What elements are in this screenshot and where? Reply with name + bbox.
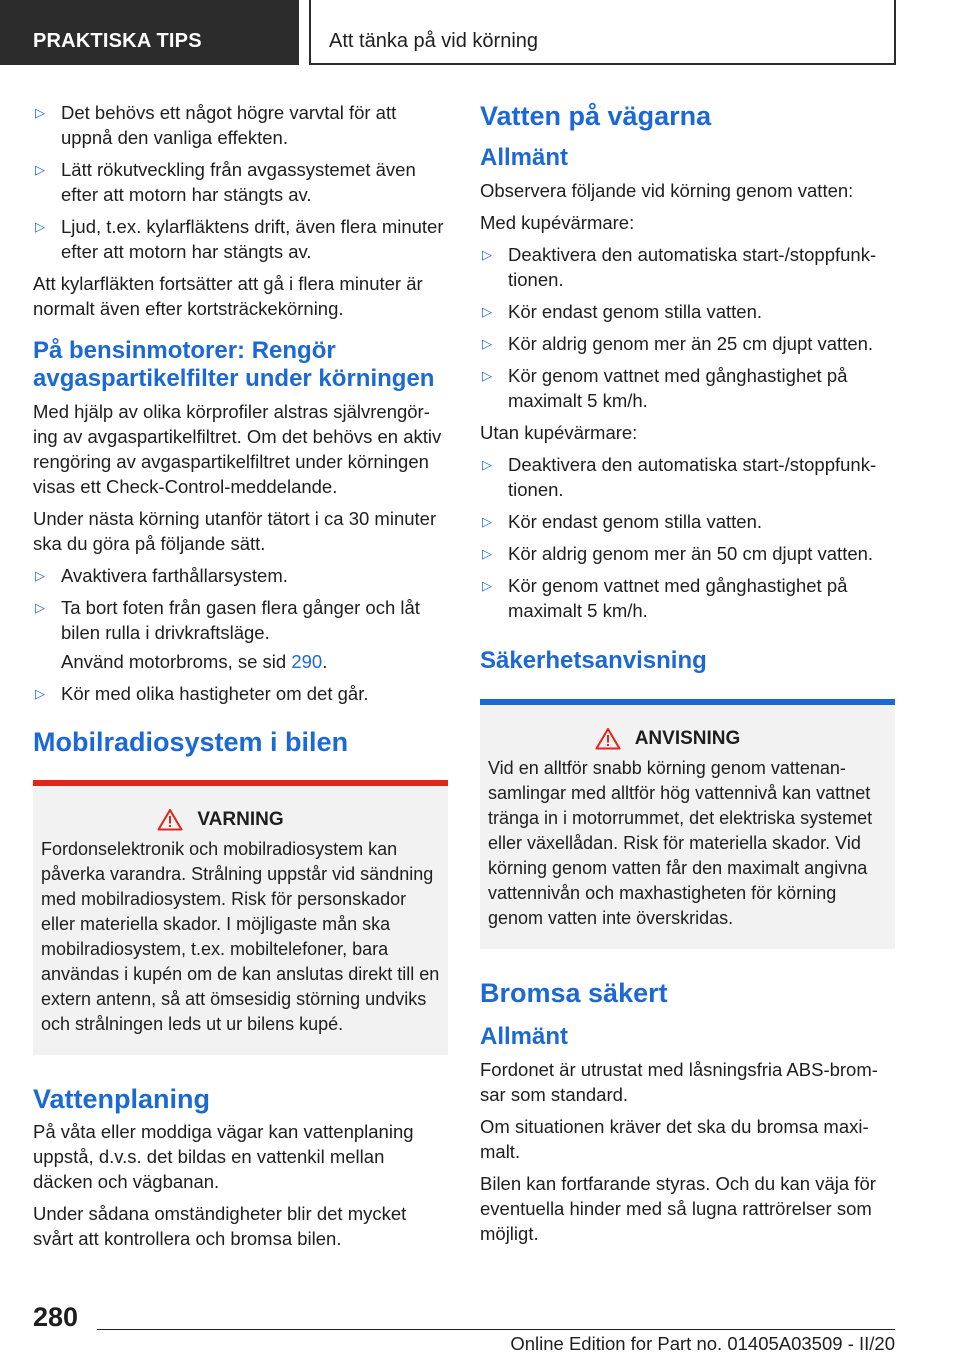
list-item: ▷ Lätt rökutveckling från avgassystemet även efter att motorn har stängts av. (35, 159, 416, 205)
med-bullet-list (480, 242, 895, 413)
footer-divider (97, 1329, 895, 1330)
right-column (480, 100, 895, 1253)
bullet-triangle-icon: ▷ (35, 219, 45, 234)
bullet-triangle-icon: ▷ (482, 578, 492, 593)
paragraph: Bilen kan fortfarande styras. Och du kan väja för eventuella hinder med så lugna rattrörelser som möjligt. (480, 1173, 876, 1244)
paragraph: Under sådana omständigheter blir det mycket svårt att kontrollera och bromsa bilen. (33, 1203, 407, 1249)
paragraph: Under nästa körning utanför tätort i ca 30 minuter ska du göra på följande sätt. (33, 508, 437, 554)
heading-bromsa: Bromsa säkert (480, 978, 668, 1008)
bullet-triangle-icon: ▷ (482, 304, 492, 319)
notice-title: ANVISNING (488, 727, 887, 750)
page-reference-link[interactable]: 290 (291, 651, 323, 672)
heading-allmant-2: Allmänt (480, 1023, 569, 1050)
section-tab (0, 0, 299, 65)
heading-vatten: Vatten på vägarna (480, 101, 712, 131)
list-item: ▷ Deaktivera den automatiska start-/stoppfunktionen. (482, 244, 877, 290)
heading-vattenplaning: Vattenplaning (33, 1084, 211, 1114)
list-item: ▷ Deaktivera den automatiska start-/stoppfunktionen. (482, 454, 877, 500)
utan-bullet-list (480, 452, 895, 623)
edition-text: Online Edition for Part no. 01405A03509 - II/20 (510, 1333, 895, 1354)
list-item: ▷ Kör aldrig genom mer än 50 cm djupt vatten. (482, 543, 874, 564)
bullet-triangle-icon: ▷ (482, 368, 492, 383)
heading-mobilradio: Mobilradiosystem i bilen (33, 727, 349, 757)
paragraph: På våta eller moddiga vägar kan vattenplaning uppstå, d.v.s. det bildas en vattenkil mellan däcken och vägbanan. (33, 1121, 414, 1192)
list-item: ▷ Avaktivera farthållarsystem. (35, 565, 288, 586)
bullet-triangle-icon: ▷ (35, 568, 45, 583)
list-item: ▷ Det behövs ett något högre varvtal för att uppnå den vanliga effekten. (35, 102, 397, 148)
sub-paragraph: Använd motorbroms, se sid 290. (61, 651, 328, 672)
paragraph: Fordonet är utrustat med låsningsfria ABS-bromsar som standard. (480, 1059, 878, 1105)
paragraph: Observera följande vid körning genom vatten: (480, 180, 854, 201)
list-item: ▷ Ljud, t.ex. kylarfläktens drift, även flera minuter efter att motorn har stängts av. (35, 216, 444, 262)
list-item: ▷ Kör endast genom stilla vatten. (482, 301, 763, 322)
heading-bensin: På bensinmotorer: Rengör avgaspartikelfilter under körningen (33, 337, 435, 392)
list-item: ▷ Kör endast genom stilla vatten. (482, 511, 763, 532)
bullet-triangle-icon: ▷ (482, 546, 492, 561)
paragraph: Med kupévärmare: (480, 212, 635, 233)
bullet-triangle-icon: ▷ (482, 457, 492, 472)
notice-box (480, 699, 895, 949)
warning-title: VARNING (41, 808, 440, 831)
bullet-triangle-icon: ▷ (482, 247, 492, 262)
intro-bullet-list (33, 100, 448, 264)
paragraph: Om situationen kräver det ska du bromsa maximalt. (480, 1116, 869, 1162)
paragraph: Med hjälp av olika körprofiler alstras självrengöring av avgaspartikelfiltret. Om det behövs en aktiv rengöring av avgaspartikelfiltret under körningen visas ett Check-Control-meddelande. (33, 401, 442, 497)
heading-allmant: Allmänt (480, 144, 569, 171)
bullet-triangle-icon: ▷ (35, 105, 45, 120)
list-item: ▷ Kör med olika hastigheter om det går. (35, 683, 369, 704)
chapter-title: Att tänka på vid körning (329, 30, 539, 52)
list-item: ▷ Kör aldrig genom mer än 25 cm djupt vatten. (482, 333, 874, 354)
bullet-triangle-icon: ▷ (482, 336, 492, 351)
list-item: ▷ Kör genom vattnet med gånghastighet på maximalt 5 km/h. (482, 365, 848, 411)
notice-text: Vid en alltför snabb körning genom vattenansamlingar med alltför hög vattennivå kan vattnet tränga in i motorrummet, det elektriska systemet eller växellådan. Risk för materiella skador. Vid körning genom vatten får den maximalt angivna vattennivån och maxhastigheten för körning genom vatten inte överskridas. (488, 758, 873, 928)
warning-box (33, 780, 448, 1055)
heading-sakerhet: Säkerhetsanvisning (480, 647, 707, 674)
bullet-triangle-icon: ▷ (35, 600, 45, 615)
warning-triangle-icon (595, 727, 621, 750)
bullet-triangle-icon: ▷ (35, 162, 45, 177)
chapter-tab (309, 0, 896, 65)
list-item: ▷ Ta bort foten från gasen flera gånger och låt bilen rulla i drivkraftsläge. Använd motorbroms, se sid 290. (33, 595, 448, 674)
bensin-bullet-list (33, 563, 448, 706)
left-column (33, 100, 448, 1258)
warning-triangle-icon (157, 808, 183, 831)
list-item: ▷ Kör genom vattnet med gånghastighet på maximalt 5 km/h. (482, 575, 848, 621)
bullet-triangle-icon: ▷ (35, 686, 45, 701)
page-number: 280 (33, 1302, 79, 1332)
bullet-triangle-icon: ▷ (482, 514, 492, 529)
section-title: PRAKTISKA TIPS (33, 30, 202, 52)
warning-text: Fordonselektronik och mobilradiosystem kan påverka varandra. Strålning uppstår vid sändning med mobilradiosystem. Risk för personskador eller materiella skador. I möjligaste mån ska mobilradiosystem, t.ex. mobiltelefoner, bara användas i kupén om de kan anslutas direkt till en extern antenn, så att ömsesidig störning undviks och strålningen leds ut ur bilens kupé. (41, 839, 440, 1034)
paragraph: Att kylarfläkten fortsätter att gå i flera minuter är normalt även efter kortsträckekörning. (33, 273, 423, 319)
paragraph: Utan kupévärmare: (480, 422, 638, 443)
